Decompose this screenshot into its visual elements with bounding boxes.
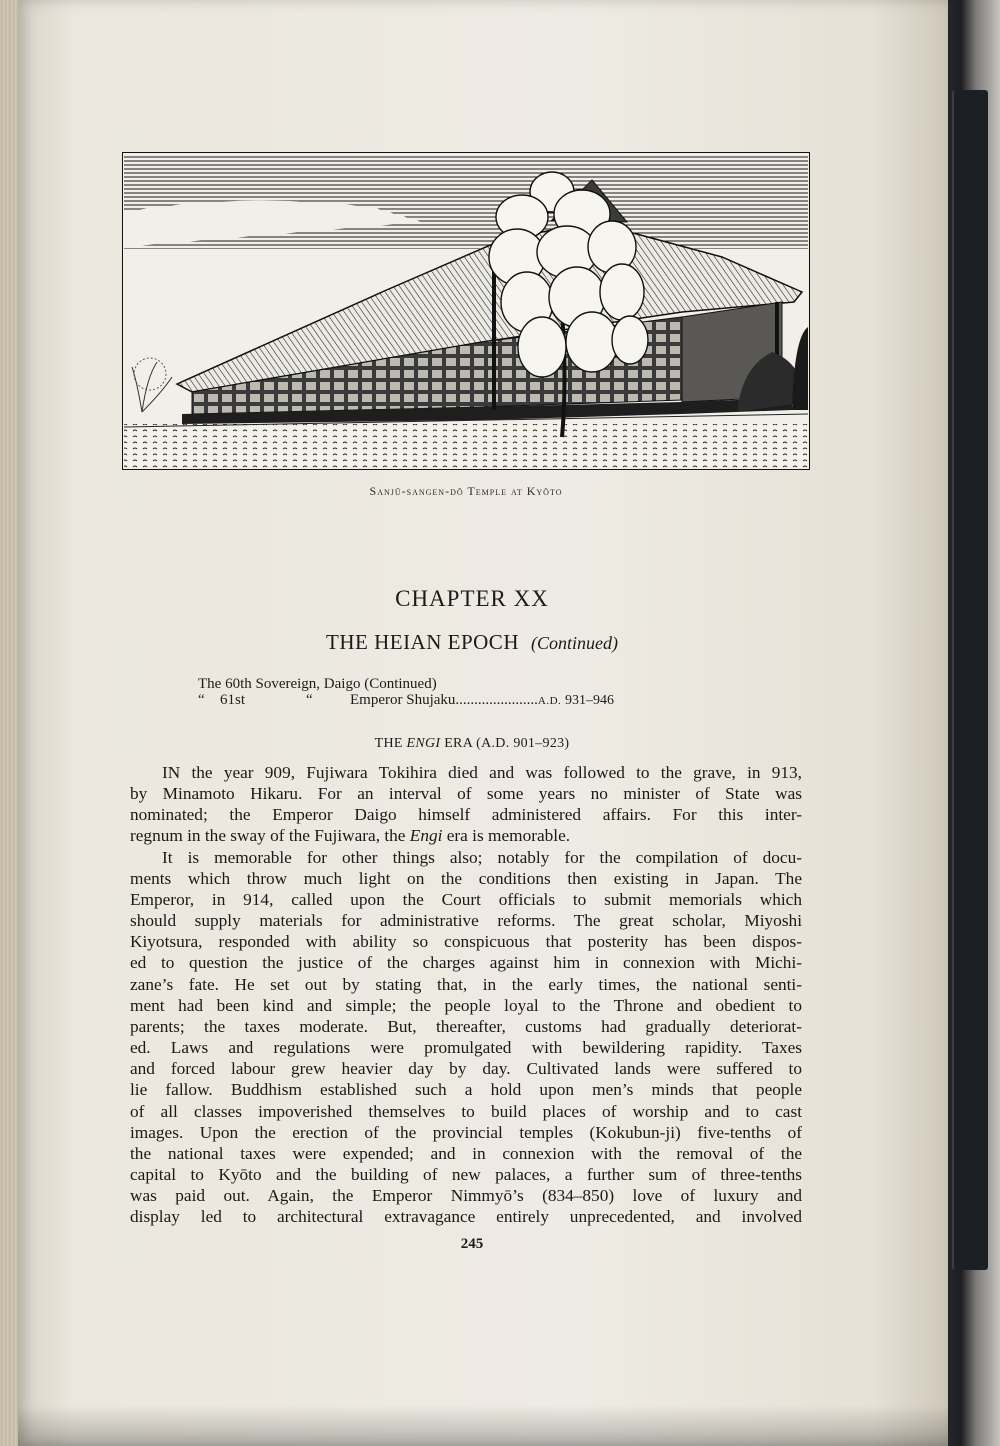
text-line: ed to question the justice of the charges against him in connexion with Michi- — [130, 953, 802, 973]
reign-line-2 — [198, 692, 728, 709]
dot-leader: ...................... — [455, 692, 538, 708]
text-line: ment had been kind and simple; the people loyal to the Throne and obedient to — [130, 995, 802, 1015]
page-shadow — [18, 1405, 948, 1446]
text-line: nominated; the Emperor Daigo himself administered affairs. For this inter- — [130, 805, 802, 825]
ditto-mark: “ — [306, 692, 313, 708]
text-line: IN the year 909, Fujiwara Tokihira died and was followed to the grave, in 913, — [162, 763, 802, 782]
text-line: display led to architectural extravagance entirely unprecedented, and involved — [130, 1207, 802, 1227]
text-line: capital to Kyōto and the building of new palaces, a further sum of three-tenths — [130, 1164, 802, 1184]
era-prefix: THE — [374, 736, 407, 751]
era-name: ENGI — [406, 736, 441, 751]
reign-dates: 931–946 — [565, 693, 615, 708]
text-line: was paid out. Again, the Emperor Nimmyō’s (834–850) love of luxury and — [130, 1186, 802, 1206]
text-line: ed. Laws and regulations were promulgated with bewildering rapidity. Taxes — [130, 1038, 802, 1058]
book-spine — [952, 90, 988, 1270]
text-line: and forced labour grew heavier day by day. Cultivated lands were suffered to — [130, 1059, 802, 1079]
era-suffix: ERA (A.D. 901–923) — [440, 736, 570, 751]
reign-line-1: The 60th Sovereign, Daigo (Continued) — [198, 676, 437, 692]
era-abbrev: A.D. — [537, 695, 562, 707]
era-name-inline: Engi — [409, 826, 443, 846]
chapter-title: CHAPTER XX — [395, 586, 549, 611]
text-line: lie fallow. Buddhism established such a hold upon men’s minds that people — [130, 1080, 802, 1100]
text-line: Kiyotsura, responded with ability so conspicuous that posterity has been dispos- — [130, 932, 802, 952]
ditto-mark: “ — [198, 692, 205, 708]
text-line: zane’s fate. He set out by stating that, in the early times, the national senti- — [130, 974, 802, 994]
reign-number: 61st — [220, 692, 246, 708]
text-line: by Minamoto Hikaru. For an interval of some years no minister of State was — [130, 784, 802, 804]
reign-name: Emperor Shujaku — [350, 692, 456, 708]
temple-illustration — [122, 152, 810, 470]
epoch-heading — [122, 630, 822, 655]
text-line: the national taxes were expended; and in connexion with the removal of the — [130, 1143, 802, 1163]
text-line: regnum in the sway of the Fujiwara, the Engi era is memorable. — [130, 826, 571, 846]
epoch-title: THE HEIAN EPOCH — [326, 630, 519, 654]
text-line: Emperor, in 914, called upon the Court officials to submit memorials which — [130, 889, 802, 909]
epoch-note: (Continued) — [530, 633, 618, 653]
body-text — [130, 762, 802, 1227]
era-heading — [122, 736, 822, 752]
illustration-caption: Sanjū-sangen-dō Temple at Kyōto — [369, 484, 563, 498]
text-line: ments which throw much light on the conditions then existing in Japan. The — [130, 868, 802, 888]
text-line: parents; the taxes moderate. But, thereafter, customs had gradually deteriorat- — [130, 1016, 802, 1036]
text-line: It is memorable for other things also; notably for the compilation of docu- — [162, 847, 802, 867]
text-line: images. Upon the erection of the provincial temples (Kokubun-ji) five-tenths of — [130, 1122, 802, 1142]
text-line: should supply materials for administrative reforms. The great scholar, Miyoshi — [130, 911, 802, 931]
text-line: of all classes impoverished themselves to build places of worship and to cast — [130, 1101, 802, 1121]
page-number: 245 — [460, 1236, 484, 1252]
